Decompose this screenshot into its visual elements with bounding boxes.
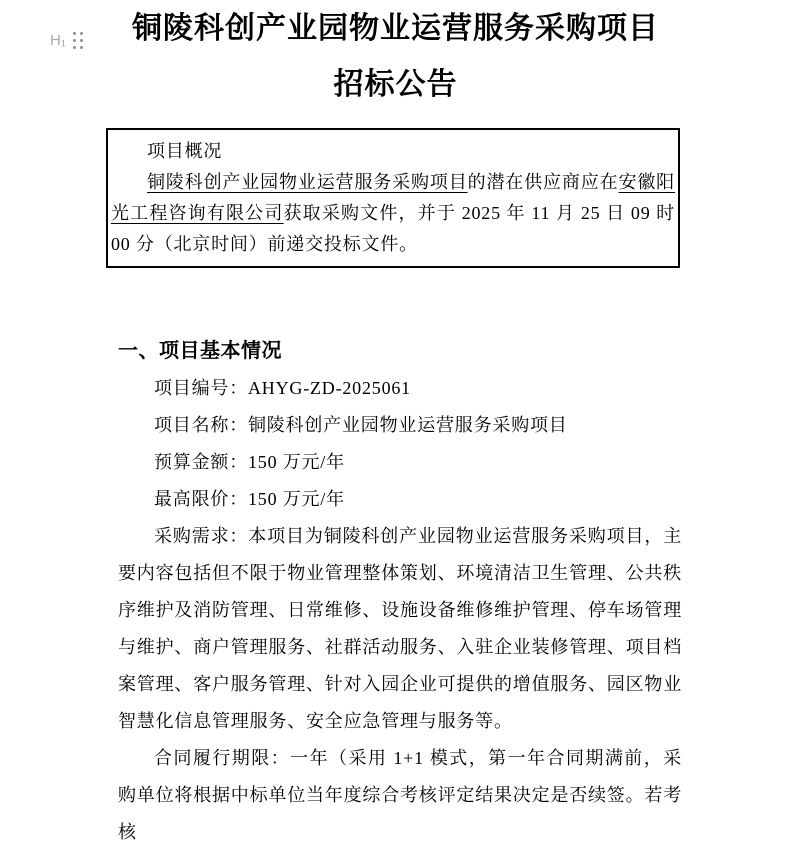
overview-heading: 项目概况 xyxy=(147,141,223,161)
procurement-demand-paragraph: 采购需求：本项目为铜陵科创产业园物业运营服务采购项目，主要内容包括但不限于物业管理整体策划、环境清洁卫生管理、公共秩序维护及消防管理、日常维修、设施设备维修维护管理、停车场管理与维护、商户管理服务、社群活动服务、入驻企业装修管理、项目档案管理、客户服务管理、针对入园企业可提供的增值服务、园区物业智慧化信息管理服务、安全应急管理与服务等。 xyxy=(118,526,682,731)
project-overview-box xyxy=(106,128,680,268)
drag-handle-dot xyxy=(80,39,83,42)
drag-handle-dot xyxy=(80,46,83,49)
field-label: 项目编号： xyxy=(154,378,248,398)
field-project-name xyxy=(118,407,682,444)
drag-handle-icon[interactable] xyxy=(73,32,83,49)
field-label: 最高限价： xyxy=(154,489,248,509)
field-max-price xyxy=(118,481,682,518)
section-basic-info-body xyxy=(118,370,682,851)
drag-handle-dot xyxy=(73,32,76,35)
document-title-line2: 招标公告 xyxy=(333,68,458,101)
drag-handle-dot xyxy=(73,39,76,42)
overview-segment-plain-2: 获取采购文件，并于 2025 年 11 月 25 日 09 时 00 分（北京时间）前递交投标文件。 xyxy=(111,203,675,254)
editor-block-controls xyxy=(50,32,83,49)
drag-handle-dot xyxy=(73,46,76,49)
field-value: 150 万元/年 xyxy=(248,452,345,472)
field-budget-amount xyxy=(118,444,682,481)
field-label: 预算金额： xyxy=(154,452,248,472)
overview-segment-project-name: 铜陵科创产业园物业运营服务采购项目 xyxy=(147,172,468,192)
contract-term-paragraph: 合同履行期限：一年（采用 1+1 模式，第一年合同期满前，采购单位将根据中标单位当年度综合考核评定结果决定是否续签。若考核 xyxy=(118,748,682,842)
section-heading-basic-info: 一、项目基本情况 xyxy=(118,340,282,362)
field-label: 项目名称： xyxy=(154,415,248,435)
document-page xyxy=(0,12,791,851)
field-project-number xyxy=(118,370,682,407)
field-value: AHYG-ZD-2025061 xyxy=(248,378,411,398)
overview-segment-agency-name: 安徽阳光工程咨询有限公司 xyxy=(111,172,675,223)
document-title-line1: 铜陵科创产业园物业运营服务采购项目 xyxy=(132,12,659,45)
field-value: 150 万元/年 xyxy=(248,489,345,509)
drag-handle-dot xyxy=(80,32,83,35)
heading-level-badge: H₁ xyxy=(50,32,66,49)
overview-segment-plain-1: 的潜在供应商应在 xyxy=(467,172,619,192)
overview-paragraph xyxy=(111,167,675,260)
field-value: 铜陵科创产业园物业运营服务采购项目 xyxy=(248,415,568,435)
